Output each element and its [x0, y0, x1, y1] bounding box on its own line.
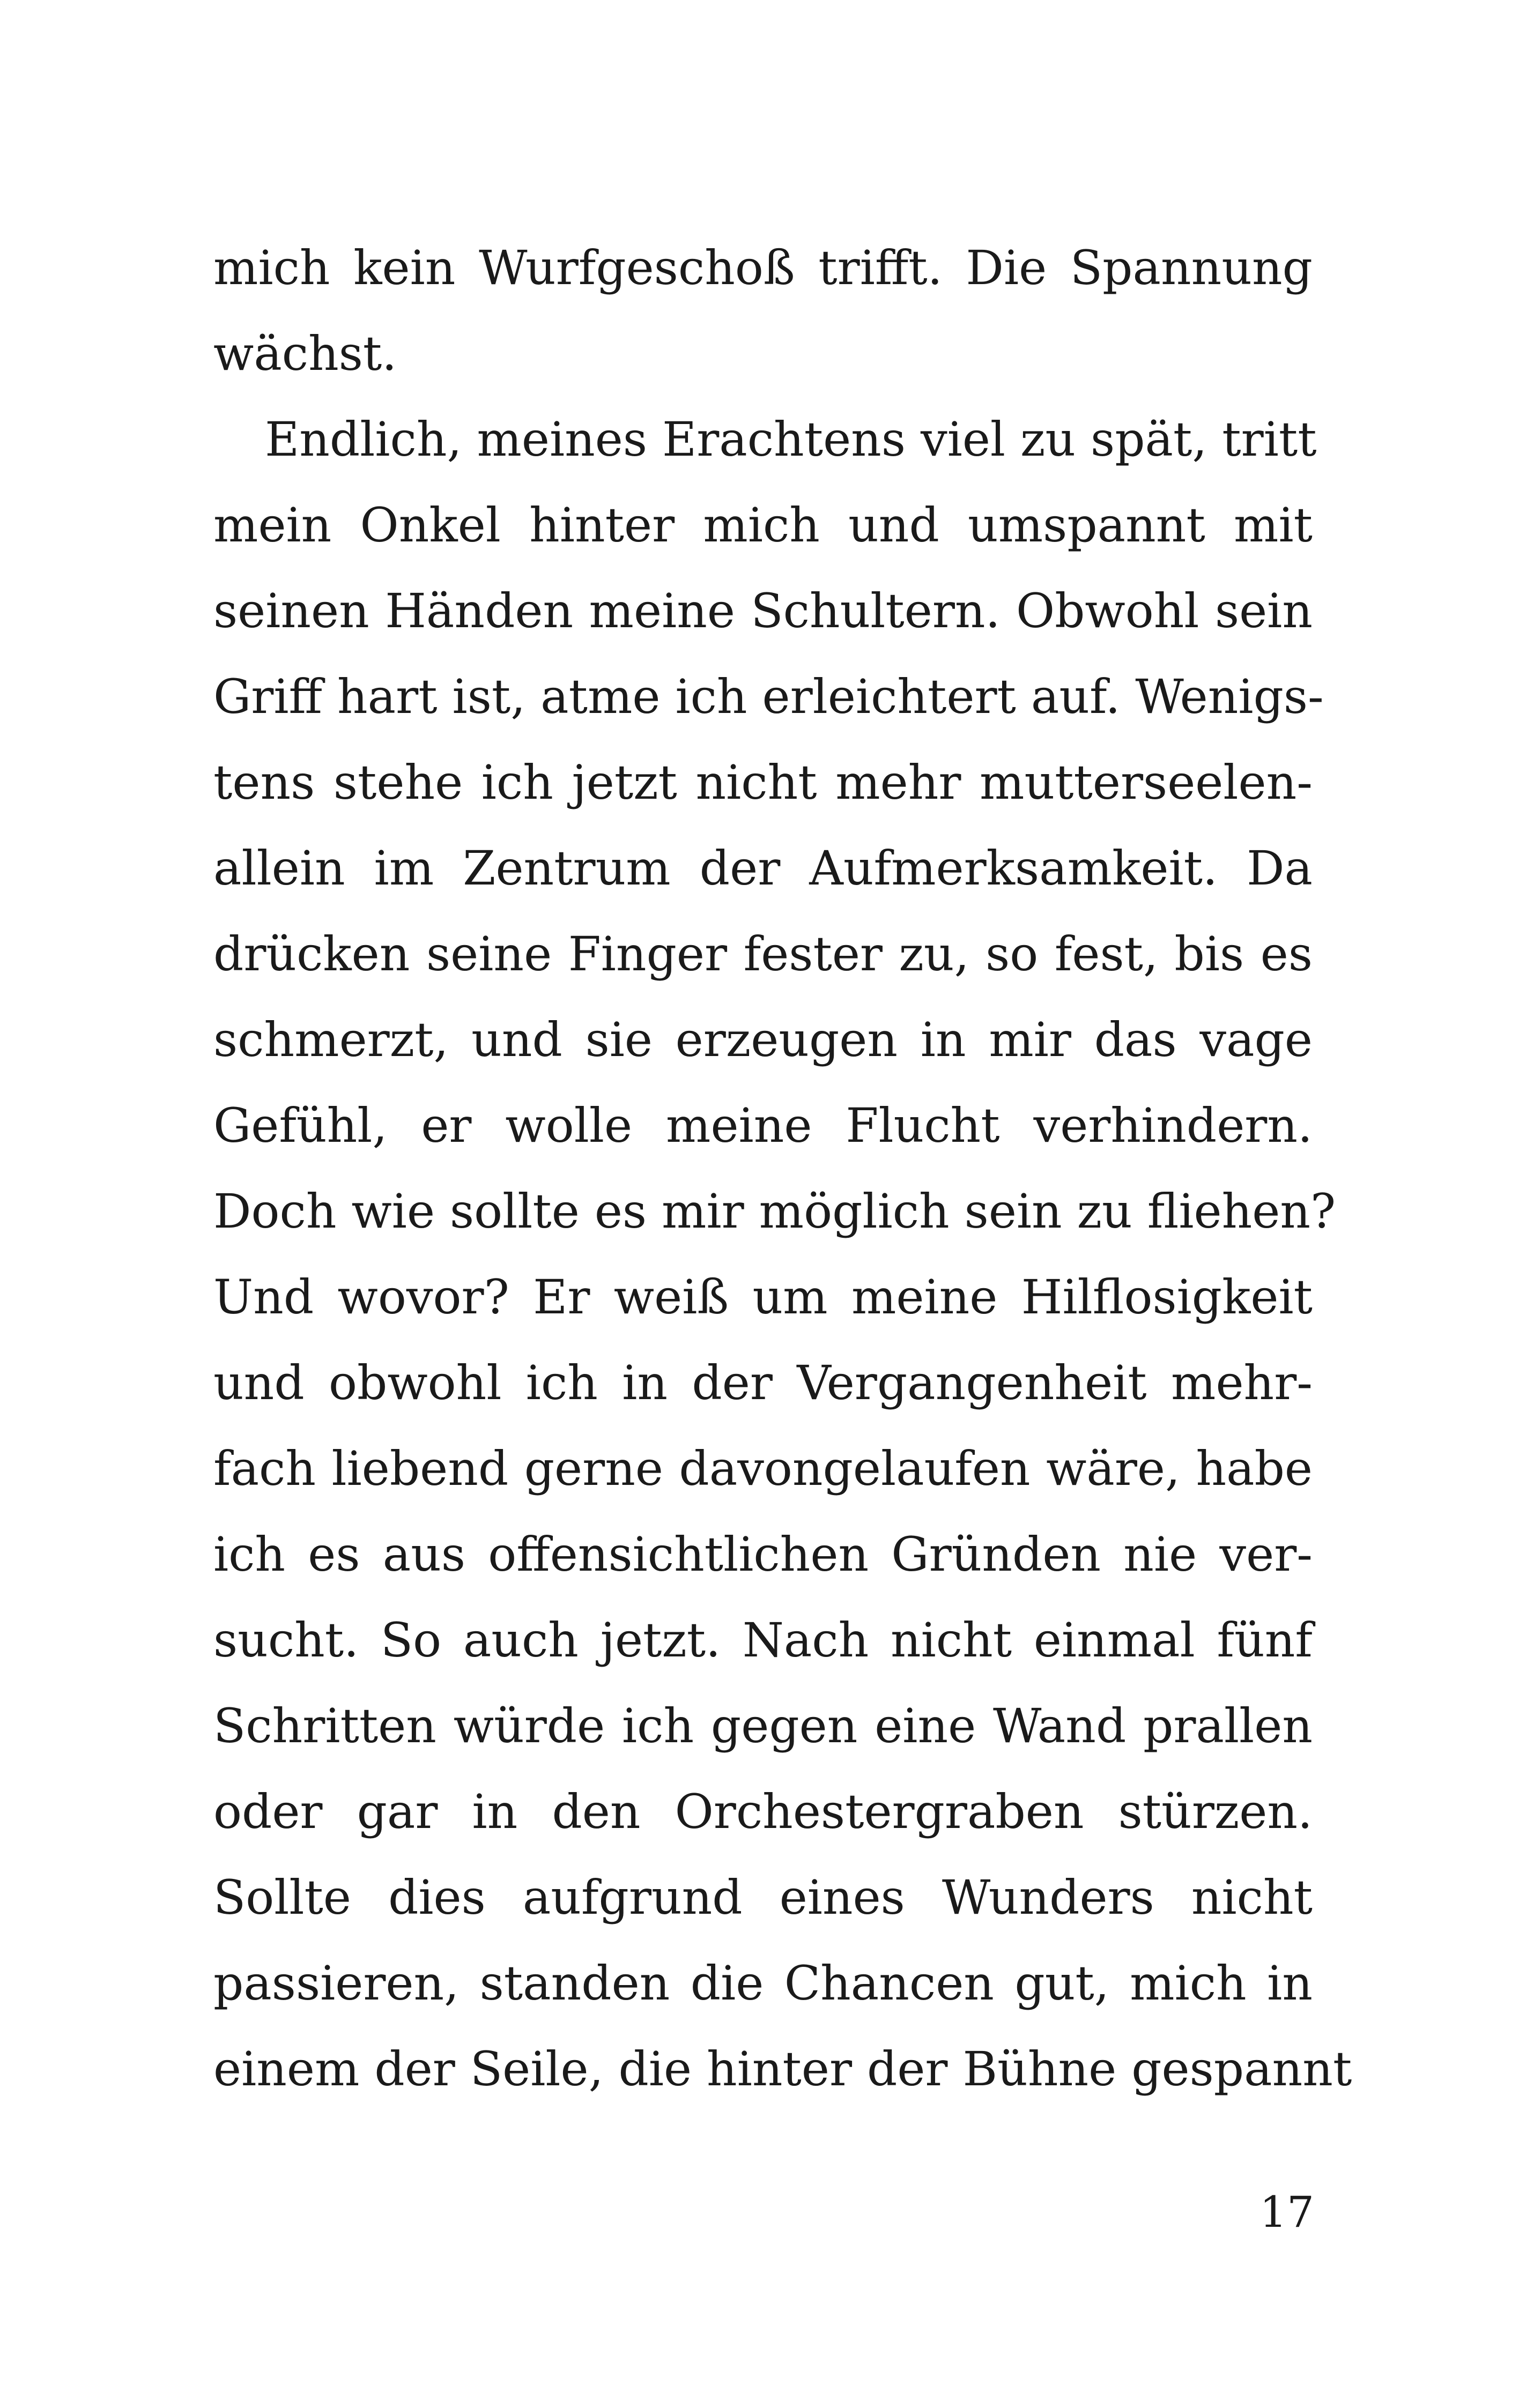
text-line: sucht. So auch jetzt. Nach nicht einmal fünf	[213, 1612, 1313, 1668]
text-line: und obwohl ich in der Vergangenheit mehr-	[213, 1355, 1313, 1410]
text-line: Sollte dies aufgrund eines Wunders nicht	[213, 1870, 1313, 1925]
text-line: Und wovor? Er weiß um meine Hilflosigkeit	[213, 1269, 1313, 1325]
text-line: ich es aus offensichtlichen Gründen nie ver-	[213, 1527, 1313, 1582]
text-line: allein im Zentrum der Aufmerksamkeit. Da	[213, 841, 1313, 896]
text-line: wächst.	[213, 326, 397, 381]
text-line: Doch wie sollte es mir möglich sein zu fliehen?	[213, 1184, 1336, 1239]
text-line: drücken seine Finger fester zu, so fest, bis es	[213, 926, 1313, 982]
text-line: seinen Händen meine Schultern. Obwohl sein	[213, 583, 1313, 638]
text-line: Gefühl, er wolle meine Flucht verhindern.	[213, 1098, 1313, 1153]
body-text	[213, 225, 1352, 2112]
text-line: Schritten würde ich gegen eine Wand prallen	[213, 1698, 1313, 1753]
text-line: mein Onkel hinter mich und umspannt mit	[213, 497, 1313, 553]
page-number: 17	[1259, 2187, 1314, 2237]
text-line: mich kein Wurfgeschoß trifft. Die Spannung	[213, 240, 1313, 295]
text-line: fach liebend gerne davongelaufen wäre, habe	[213, 1441, 1313, 1496]
text-line: oder gar in den Orchestergraben stürzen.	[213, 1784, 1313, 1839]
text-line: tens stehe ich jetzt nicht mehr mutterseelen-	[213, 755, 1313, 810]
text-line: einem der Seile, die hinter der Bühne gespannt	[213, 2041, 1352, 2097]
text-line: schmerzt, und sie erzeugen in mir das vage	[213, 1012, 1313, 1067]
text-line: Endlich, meines Erachtens viel zu spät, tritt	[265, 412, 1317, 467]
text-line: passieren, standen die Chancen gut, mich in	[213, 1956, 1313, 2011]
text-line: Griff hart ist, atme ich erleichtert auf. Wenigs-	[213, 669, 1324, 724]
